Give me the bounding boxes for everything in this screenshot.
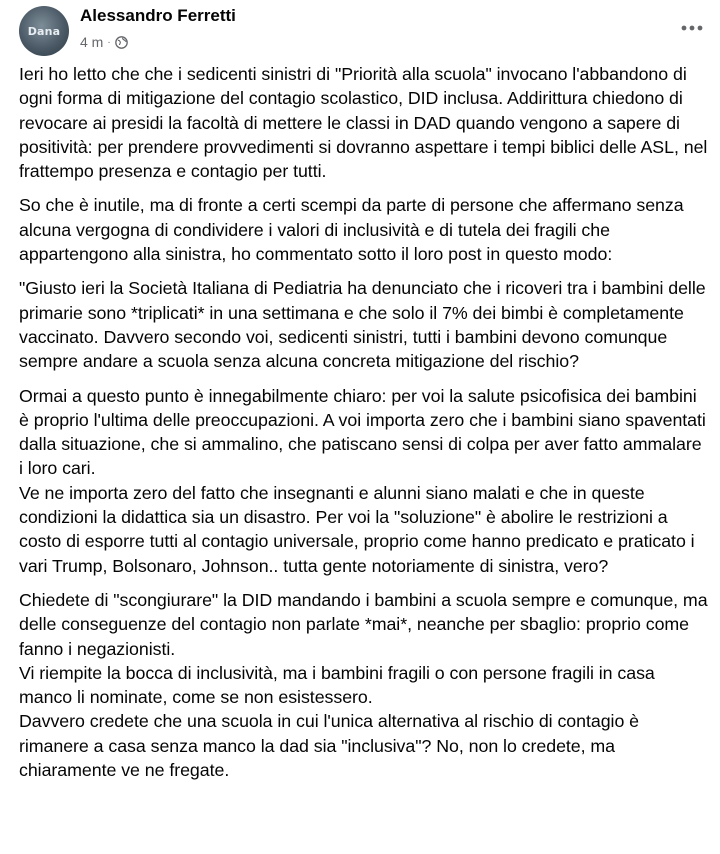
post-body xyxy=(19,62,709,792)
post-meta xyxy=(80,34,128,50)
avatar[interactable] xyxy=(19,6,69,56)
post-header xyxy=(0,0,720,60)
globe-icon[interactable] xyxy=(115,36,128,49)
avatar-label: Dana xyxy=(27,25,61,38)
post-paragraph: "Giusto ieri la Società Italiana di Pediatria ha denunciato che i ricoveri tra i bambini delle primarie sono *triplicati* in una settimana e che solo il 7% dei bimbi è completamente vaccinato. Davvero secondo voi, sedicenti sinistri, tutti i bambini devono comunque sempre andare a scuola senza alcuna concreta mitigazione del rischio? xyxy=(19,278,706,372)
post-paragraph: Ormai a questo punto è innegabilmente chiaro: per voi la salute psicofisica dei bambini è proprio l'ultima delle preoccupazioni. A voi importa zero che i bambini siano spaventati dalla situazione, che si ammalino, che patiscano sensi di colpa per aver fatto ammalare i loro cari. Ve ne importa zero del fatto che insegnanti e alunni siano malati e che in queste condizioni la didattica sia un disastro. Per voi la "soluzione" è abolire le restrizioni a costo di esporre tutti al contagio universale, proprio come hanno predicato e praticato i vari Trump, Bolsonaro, Johnson.. tutta gente notoriamente di sinistra, vero? xyxy=(19,385,706,576)
more-options-icon xyxy=(681,25,703,31)
meta-separator: · xyxy=(107,36,111,48)
post-paragraph: So che è inutile, ma di fronte a certi scempi da parte di persone che affermano senza alcuna vergogna di condividere i valori di inclusività e di tutela dei fragili che appartengono alla sinistra, ho commentato sotto il loro post in questo modo: xyxy=(19,195,684,265)
post-timestamp[interactable]: 4 m xyxy=(80,34,104,50)
post-paragraph: Ieri ho letto che che i sedicenti sinistri di "Priorità alla scuola" invocano l'abbandono di ogni forma di mitigazione del contagio scolastico, DID inclusa. Addirittura chiedono di revocare ai presidi la facoltà di mettere le classi in DAD quando vengono a sapere di positività: per prendere provvedimenti si dovranno aspettare i tempi biblici delle ASL, nel frattempo presenza e contagio per tutti. xyxy=(19,64,708,182)
more-options-button[interactable] xyxy=(678,14,706,42)
post-paragraph: Chiedete di "scongiurare" la DID mandando i bambini a scuola sempre e comunque, ma delle conseguenze del contagio non parlate *mai*, neanche per sbaglio: proprio come fanno i negazionisti. Vi riempite la bocca di inclusività, ma i bambini fragili o con persone fragili in casa manco li nominate, come se non esistessero. Davvero credete che una scuola in cui l'unica alternativa al rischio di contagio è rimanere a casa senza manco la dad sia "inclusiva"? No, non lo credete, ma chiaramente ve ne fregate. xyxy=(19,589,708,781)
author-name[interactable]: Alessandro Ferretti xyxy=(80,6,236,25)
